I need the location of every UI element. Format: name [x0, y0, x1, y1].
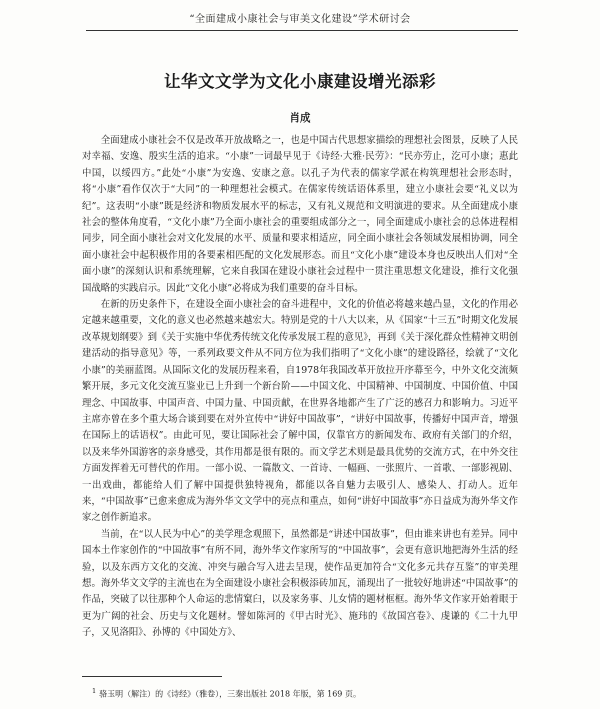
header-rule — [86, 30, 518, 31]
article-title: 让华文文学为文化小康建设增光添彩 — [164, 72, 436, 91]
footnote-mark: 1 — [92, 687, 97, 695]
footnote — [92, 686, 522, 700]
paragraph-2: 在新的历史条件下，在建设全面小康社会的奋斗进程中，文化的价值必将越来越凸显，文化的作用必定越来越重要，文化的意义也必然越来越宏大。特别是党的十八大以来，从《国家“十三五”时期文化发展改革规划纲要》到《关于实施中华优秀传统文化传承发展工程的意见》，再到《关于深化群众性精神文明创建活动的指导意见》等，一系列政要文件从不同方位为我们指明了“文化小康”的建设路径，绘就了“文化小康”的美丽蓝图。从国际文化的发展历程来看，自1978年我国改革开放拉开序幕至今，中外文化交流频繁开展，多元文化交流互鉴业已上升到一个新台阶——中国文化、中国精神、中国制度、中国价值、中国理念、中国故事、中国声音、中国力量、中国贡献，在世界各地都产生了广泛的感召力和影响力。习近平主席亦曾在多个重大场合谈到要在对外宣传中“讲好中国故事”，“讲好中国故事，传播好中国声音，增强在国际上的话语权”。由此可见，要让国际社会了解中国，仅靠官方的新闻发布、政府有关部门的介绍，以及来华外国游客的亲身感受，其作用都是很有限的。而文学艺术则是最具优势的交流方式，在中外交往方面发挥着无可替代的作用。一部小说、一篇散文、一首诗、一幅画、一张照片、一首歌、一部影视剧、一出戏曲，都能给人们了解中国提供独特视角，都能以各自魅力去吸引人、感染人、打动人。近年来，“中国故事”已愈来愈成为海外华文文学中的亮点和重点，如何“讲好中国故事”亦日益成为海外华文作家之创作新追求。 — [82, 299, 518, 524]
paragraph-3: 当前，在“以人民为中心”的美学理念观照下，虽然都是“讲述中国故事”，但由谁来讲也有差异。同中国本土作家创作的“中国故事”有所不同，海外华文作家所写的“中国故事”，会更有意识地把海外生活的经验，以及东西方文化的交流、冲突与融合写入进去呈现，使作品更加符合“文化多元共存互鉴”的审美理想。海外华文文学的主流也在为全面建设小康社会积极添砖加瓦，涌现出了一批较好地讲述“中国故事”的作品，突破了以往那种个人命运的悲情窠臼，以及家务事、儿女情的题材框框。海外华文作家开始着眼于更为广阔的社会、历史与文化题材。譬如陈河的《甲古时光》、施玮的《故国宫卷》、虔谦的《二十九甲子，又见洛阳》、孙博的《中国处方》、 — [82, 528, 518, 639]
article-author: 肖成 — [289, 112, 311, 124]
running-header: “全面建成小康社会与审美文化建设”学术研讨会 — [189, 14, 411, 25]
footnote-text: 骆玉明（解注）的《诗经》（雅卷），三秦出版社 2018 年版，第 169 页。 — [99, 689, 361, 699]
article-body — [82, 133, 518, 642]
paragraph-1: 全面建成小康社会不仅是改革开放战略之一，也是中国古代思想家描绘的理想社会图景，反映了人民对幸福、安逸、殷实生活的追求。“小康”一词最早见于《诗经·大雅·民劳》：“民亦劳止，汔可小康；惠此中国，以绥四方。”此处“小康”为安逸、安康之意。以孔子为代表的儒家学派在构筑理想社会形态时，将“小康”看作仅次于“大同”的一种理想社会模式。在儒家传统话语体系里，建立小康社会要“礼义以为纪”。这表明“小康”既是经济和物质发展水平的标志，又有礼义规范和文明演进的要求。从全面建成小康社会的整体角度看，“文化小康”乃全面小康社会的重要组成部分之一，同全面建成小康社会的总体进程相同步，同全面小康社会对文化发展的水平、质量和要求相适应，同全面小康社会各领域发展相协调，同全面小康社会中起积极作用的各要素相匹配的文化发展形态。而且“文化小康”建设本身也反映出人们对“全面小康”的深刻认识和系统理解，它来自我国在建设小康社会过程中一贯注重思想文化建设，推行文化强国战略的实践启示。因此“文化小康”必将成为我们重要的奋斗目标。 — [82, 135, 518, 294]
footnote-rule — [82, 676, 222, 677]
